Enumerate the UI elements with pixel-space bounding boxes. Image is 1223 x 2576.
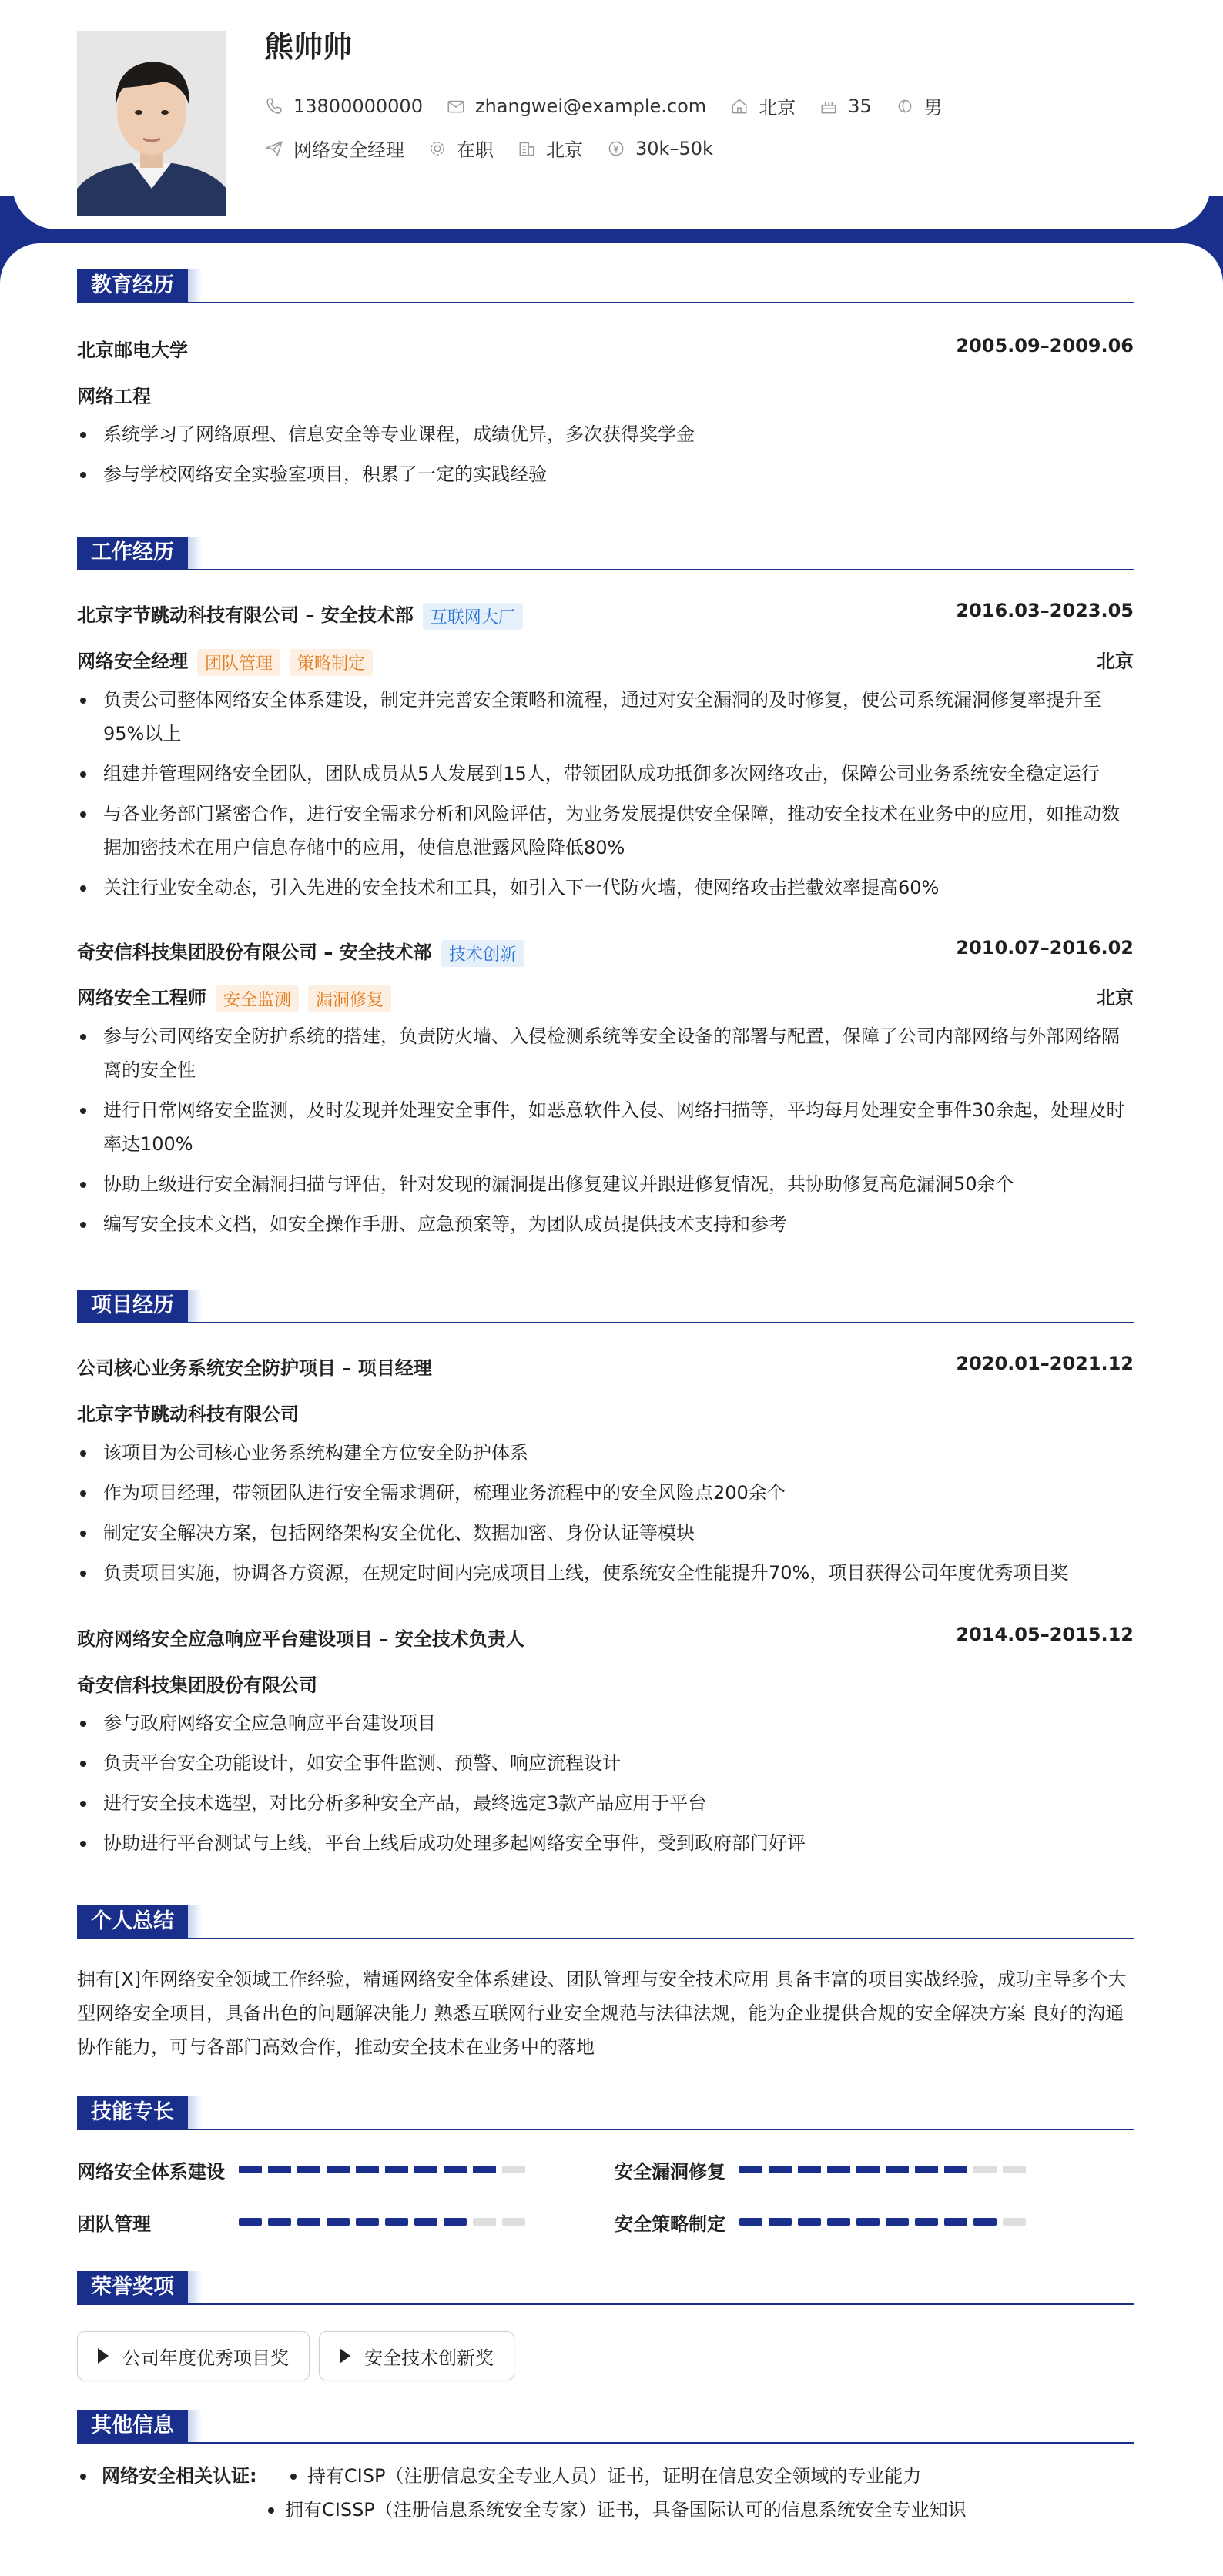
section-header <box>77 1290 1134 1323</box>
age-text: 35 <box>848 95 872 117</box>
list-item: 与各业务部门紧密合作，进行安全需求分析和风险评估，为业务发展提供安全保障，推动安全技术在业务中的应用，如推动数据加密技术在用户信息存储中的应用，使信息泄露风险降低80% <box>77 797 1134 865</box>
play-icon <box>340 2348 350 2364</box>
skill-name: 安全漏洞修复 <box>615 2161 725 2183</box>
skill-segment-filled <box>414 2166 437 2173</box>
gender-text: 男 <box>923 97 943 119</box>
school-name: 北京邮电大学 <box>77 340 188 361</box>
work-section <box>77 537 1134 1235</box>
money-icon <box>606 139 626 159</box>
cert-label: 网络安全相关认证: <box>102 2465 257 2487</box>
skill-segment-filled <box>973 2218 997 2226</box>
cert-line <box>77 2493 1134 2527</box>
summary-text: 拥有[X]年网络安全领域工作经验，精通网络安全体系建设、团队管理与安全技术应用 具备丰富的项目实战经验，成功主导多个大型网络安全项目，具备出色的问题解决能力 熟悉互联网行业安全规范与法律法规，能为企业提供合规的安全解决方案 良好的沟通协作能力，可与各部门高效合作，推动安全技术在业务中的落地 <box>77 1969 1127 2058</box>
role-tag: 策略制定 <box>290 649 373 676</box>
skill-segment-filled <box>268 2166 291 2173</box>
phone-text: 13800000000 <box>293 95 423 117</box>
list-item: 参与政府网络安全应急响应平台建设项目 <box>77 1706 1134 1740</box>
award-chip <box>319 2331 514 2380</box>
building-icon <box>517 139 537 159</box>
bullet-dot <box>268 2507 274 2514</box>
other-section <box>77 2410 1134 2521</box>
section-title: 荣誉奖项 <box>77 2271 188 2303</box>
education-section <box>77 269 1134 485</box>
skill-segment-filled <box>944 2166 967 2173</box>
gear-icon <box>427 139 447 159</box>
position-item <box>264 135 404 162</box>
contact-line <box>264 92 966 119</box>
section-title: 工作经历 <box>77 537 188 569</box>
education-period: 2005.09–2009.06 <box>956 335 1134 356</box>
skill-segment-filled <box>886 2166 909 2173</box>
skill-segment-empty <box>1003 2166 1026 2173</box>
skill-segment-empty <box>1003 2218 1026 2226</box>
skill-segment-filled <box>856 2218 880 2226</box>
major: 网络工程 <box>77 386 151 407</box>
section-title: 其他信息 <box>77 2410 188 2442</box>
list-item: 进行日常网络安全监测，及时发现并处理安全事件，如恶意软件入侵、网络扫描等，平均每月处理安全事件30余起，处理及时率达100% <box>77 1093 1134 1161</box>
projects-section <box>77 1290 1134 1854</box>
job-period: 2010.07–2016.02 <box>956 937 1134 958</box>
role-tag: 安全监测 <box>216 985 299 1012</box>
job-header <box>77 937 1134 967</box>
skill-segment-empty <box>473 2218 496 2226</box>
list-item: 负责公司整体网络安全体系建设，制定并完善安全策略和流程，通过对安全漏洞的及时修复，使公司系统漏洞修复率提升至95%以上 <box>77 683 1134 751</box>
role-tag: 团队管理 <box>197 649 280 676</box>
skill-segment-filled <box>769 2166 792 2173</box>
project-company: 奇安信科技集团股份有限公司 <box>77 1674 317 1696</box>
award-chip <box>77 2331 310 2380</box>
hometown-item <box>729 92 796 119</box>
city-item <box>517 135 583 162</box>
education-bullets <box>77 417 1134 497</box>
skill-segment-filled <box>798 2166 821 2173</box>
skill-segment-filled <box>798 2218 821 2226</box>
section-header <box>77 269 1134 303</box>
status-text: 在职 <box>457 139 494 161</box>
mail-icon <box>446 96 466 116</box>
skill-segment-filled <box>915 2166 938 2173</box>
skill-segment-filled <box>268 2218 291 2226</box>
skill-segment-empty <box>973 2166 997 2173</box>
job-role: 网络安全经理 <box>77 651 188 672</box>
skill-segment-filled <box>473 2166 496 2173</box>
skill-segment-filled <box>385 2218 408 2226</box>
skill-segment-filled <box>769 2218 792 2226</box>
skill-segment-filled <box>297 2166 320 2173</box>
list-item: 参与学校网络安全实验室项目，积累了一定的实践经验 <box>77 457 1134 491</box>
skill-segment-filled <box>444 2166 467 2173</box>
list-item: 制定安全解决方案，包括网络架构安全优化、数据加密、身份认证等模块 <box>77 1516 1134 1550</box>
section-header <box>77 2271 1134 2305</box>
skill-segment-filled <box>739 2166 762 2173</box>
list-item: 编写安全技术文档，如安全操作手册、应急预案等，为团队成员提供技术支持和参考 <box>77 1207 1134 1241</box>
skill-segment-filled <box>327 2218 350 2226</box>
salary-text: 30k–50k <box>635 137 713 159</box>
award-label: 公司年度优秀项目奖 <box>122 2347 289 2369</box>
company-tag: 技术创新 <box>441 940 524 967</box>
skill-segment-filled <box>385 2166 408 2173</box>
job-role-line <box>77 646 1134 676</box>
position-text: 网络安全经理 <box>293 139 404 161</box>
skill-segment-filled <box>444 2218 467 2226</box>
project-bullets <box>77 1436 1134 1596</box>
send-icon <box>264 139 284 159</box>
cake-icon <box>819 96 839 116</box>
education-entry-header <box>77 335 1134 362</box>
phone-item <box>264 95 423 117</box>
job-location: 北京 <box>1097 651 1134 672</box>
list-item: 组建并管理网络安全团队，团队成员从5人发展到15人，带领团队成功抵御多次网络攻击，保障公司业务系统安全稳定运行 <box>77 757 1134 791</box>
project-bullets <box>77 1706 1134 1866</box>
hometown-text: 北京 <box>759 97 796 119</box>
skill-segment-filled <box>827 2166 850 2173</box>
home-icon <box>729 96 749 116</box>
cert-block <box>77 2459 1134 2527</box>
list-item: 进行安全技术选型，对比分析多种安全产品，最终选定3款产品应用于平台 <box>77 1786 1134 1820</box>
list-item: 协助上级进行安全漏洞扫描与评估，针对发现的漏洞提出修复建议并跟进修复情况，共协助修复高危漏洞50余个 <box>77 1167 1134 1201</box>
skill-segment-filled <box>944 2218 967 2226</box>
section-title: 技能专长 <box>77 2096 188 2129</box>
bullet-dot <box>290 2474 297 2480</box>
skill-segment-filled <box>414 2218 437 2226</box>
award-label: 安全技术创新奖 <box>364 2347 494 2369</box>
avatar <box>77 31 226 216</box>
list-item: 关注行业安全动态，引入先进的安全技术和工具，如引入下一代防火墙，使网络攻击拦截效率提高60% <box>77 871 1134 905</box>
job-role: 网络安全工程师 <box>77 987 206 1009</box>
section-title: 教育经历 <box>77 269 188 302</box>
skill-segment-filled <box>239 2218 262 2226</box>
skill-level-bar <box>739 2166 1032 2173</box>
status-item <box>427 135 494 162</box>
project-name: 政府网络安全应急响应平台建设项目 – 安全技术负责人 <box>77 1628 524 1650</box>
skill-segment-empty <box>502 2218 525 2226</box>
job-location: 北京 <box>1097 987 1134 1009</box>
job-bullets <box>77 683 1134 911</box>
skill-segment-filled <box>239 2166 262 2173</box>
skill-level-bar <box>739 2218 1032 2226</box>
city-text: 北京 <box>546 139 583 161</box>
company-name: 北京字节跳动科技有限公司 – 安全技术部 <box>77 604 414 626</box>
play-icon <box>98 2348 109 2364</box>
list-item: 该项目为公司核心业务系统构建全方位安全防护体系 <box>77 1436 1134 1470</box>
email-item <box>446 95 706 117</box>
section-title: 个人总结 <box>77 1905 188 1938</box>
section-header <box>77 2410 1134 2444</box>
phone-icon <box>264 96 284 116</box>
project-name: 公司核心业务系统安全防护项目 – 项目经理 <box>77 1357 432 1379</box>
skill-segment-filled <box>886 2218 909 2226</box>
project-period: 2020.01–2021.12 <box>956 1353 1134 1374</box>
skill-segment-filled <box>356 2166 379 2173</box>
skill-level-bar <box>239 2218 531 2226</box>
skills-section <box>77 2096 1134 2235</box>
list-item: 负责项目实施，协调各方资源，在规定时间内完成项目上线，使系统安全性能提升70%，项目获得公司年度优秀项目奖 <box>77 1556 1134 1590</box>
project-period: 2014.05–2015.12 <box>956 1624 1134 1645</box>
section-header <box>77 2096 1134 2130</box>
salary-item <box>606 138 713 159</box>
candidate-name: 熊帅帅 <box>264 30 353 64</box>
role-tag: 漏洞修复 <box>308 985 391 1012</box>
list-item: 作为项目经理，带领团队进行安全需求调研，梳理业务流程中的安全风险点200余个 <box>77 1476 1134 1510</box>
skill-name: 网络安全体系建设 <box>77 2161 225 2183</box>
skill-segment-filled <box>856 2166 880 2173</box>
skill-segment-filled <box>739 2218 762 2226</box>
job-period: 2016.03–2023.05 <box>956 600 1134 621</box>
job-bullets <box>77 1019 1134 1247</box>
skill-name: 团队管理 <box>77 2213 151 2235</box>
skill-segment-filled <box>297 2218 320 2226</box>
bullet-dot <box>80 2474 86 2480</box>
gender-icon <box>895 96 915 116</box>
skill-segment-filled <box>356 2218 379 2226</box>
summary-section <box>77 1905 1134 2058</box>
cert-line <box>77 2459 1134 2493</box>
skill-segment-filled <box>327 2166 350 2173</box>
list-item: 系统学习了网络原理、信息安全等专业课程，成绩优异，多次获得奖学金 <box>77 417 1134 451</box>
project-company: 北京字节跳动科技有限公司 <box>77 1403 299 1425</box>
awards-section <box>77 2271 1134 2369</box>
skill-level-bar <box>239 2166 531 2173</box>
project-header <box>77 1624 1134 1651</box>
job-intent-line <box>264 135 736 162</box>
company-tag: 互联网大厂 <box>423 603 523 630</box>
company-name: 奇安信科技集团股份有限公司 – 安全技术部 <box>77 942 432 963</box>
job-header <box>77 600 1134 630</box>
section-header <box>77 1905 1134 1939</box>
cert-item: 持有CISP（注册信息安全专业人员）证书，证明在信息安全领域的专业能力 <box>307 2465 922 2487</box>
skill-segment-filled <box>827 2218 850 2226</box>
list-item: 参与公司网络安全防护系统的搭建，负责防火墙、入侵检测系统等安全设备的部署与配置，保障了公司内部网络与外部网络隔离的安全性 <box>77 1019 1134 1087</box>
skill-segment-filled <box>915 2218 938 2226</box>
email-text: zhangwei@example.com <box>474 95 707 117</box>
gender-item <box>895 92 943 119</box>
list-item: 协助进行平台测试与上线，平台上线后成功处理多起网络安全事件，受到政府部门好评 <box>77 1826 1134 1860</box>
skill-name: 安全策略制定 <box>615 2213 725 2235</box>
cert-item: 拥有CISSP（注册信息系统安全专家）证书，具备国际认可的信息系统安全专业知识 <box>285 2499 967 2521</box>
section-title: 项目经历 <box>77 1290 188 1322</box>
list-item: 负责平台安全功能设计，如安全事件监测、预警、响应流程设计 <box>77 1746 1134 1780</box>
skill-segment-empty <box>502 2166 525 2173</box>
age-item <box>819 95 872 117</box>
job-role-line <box>77 982 1134 1012</box>
project-header <box>77 1353 1134 1380</box>
section-header <box>77 537 1134 570</box>
